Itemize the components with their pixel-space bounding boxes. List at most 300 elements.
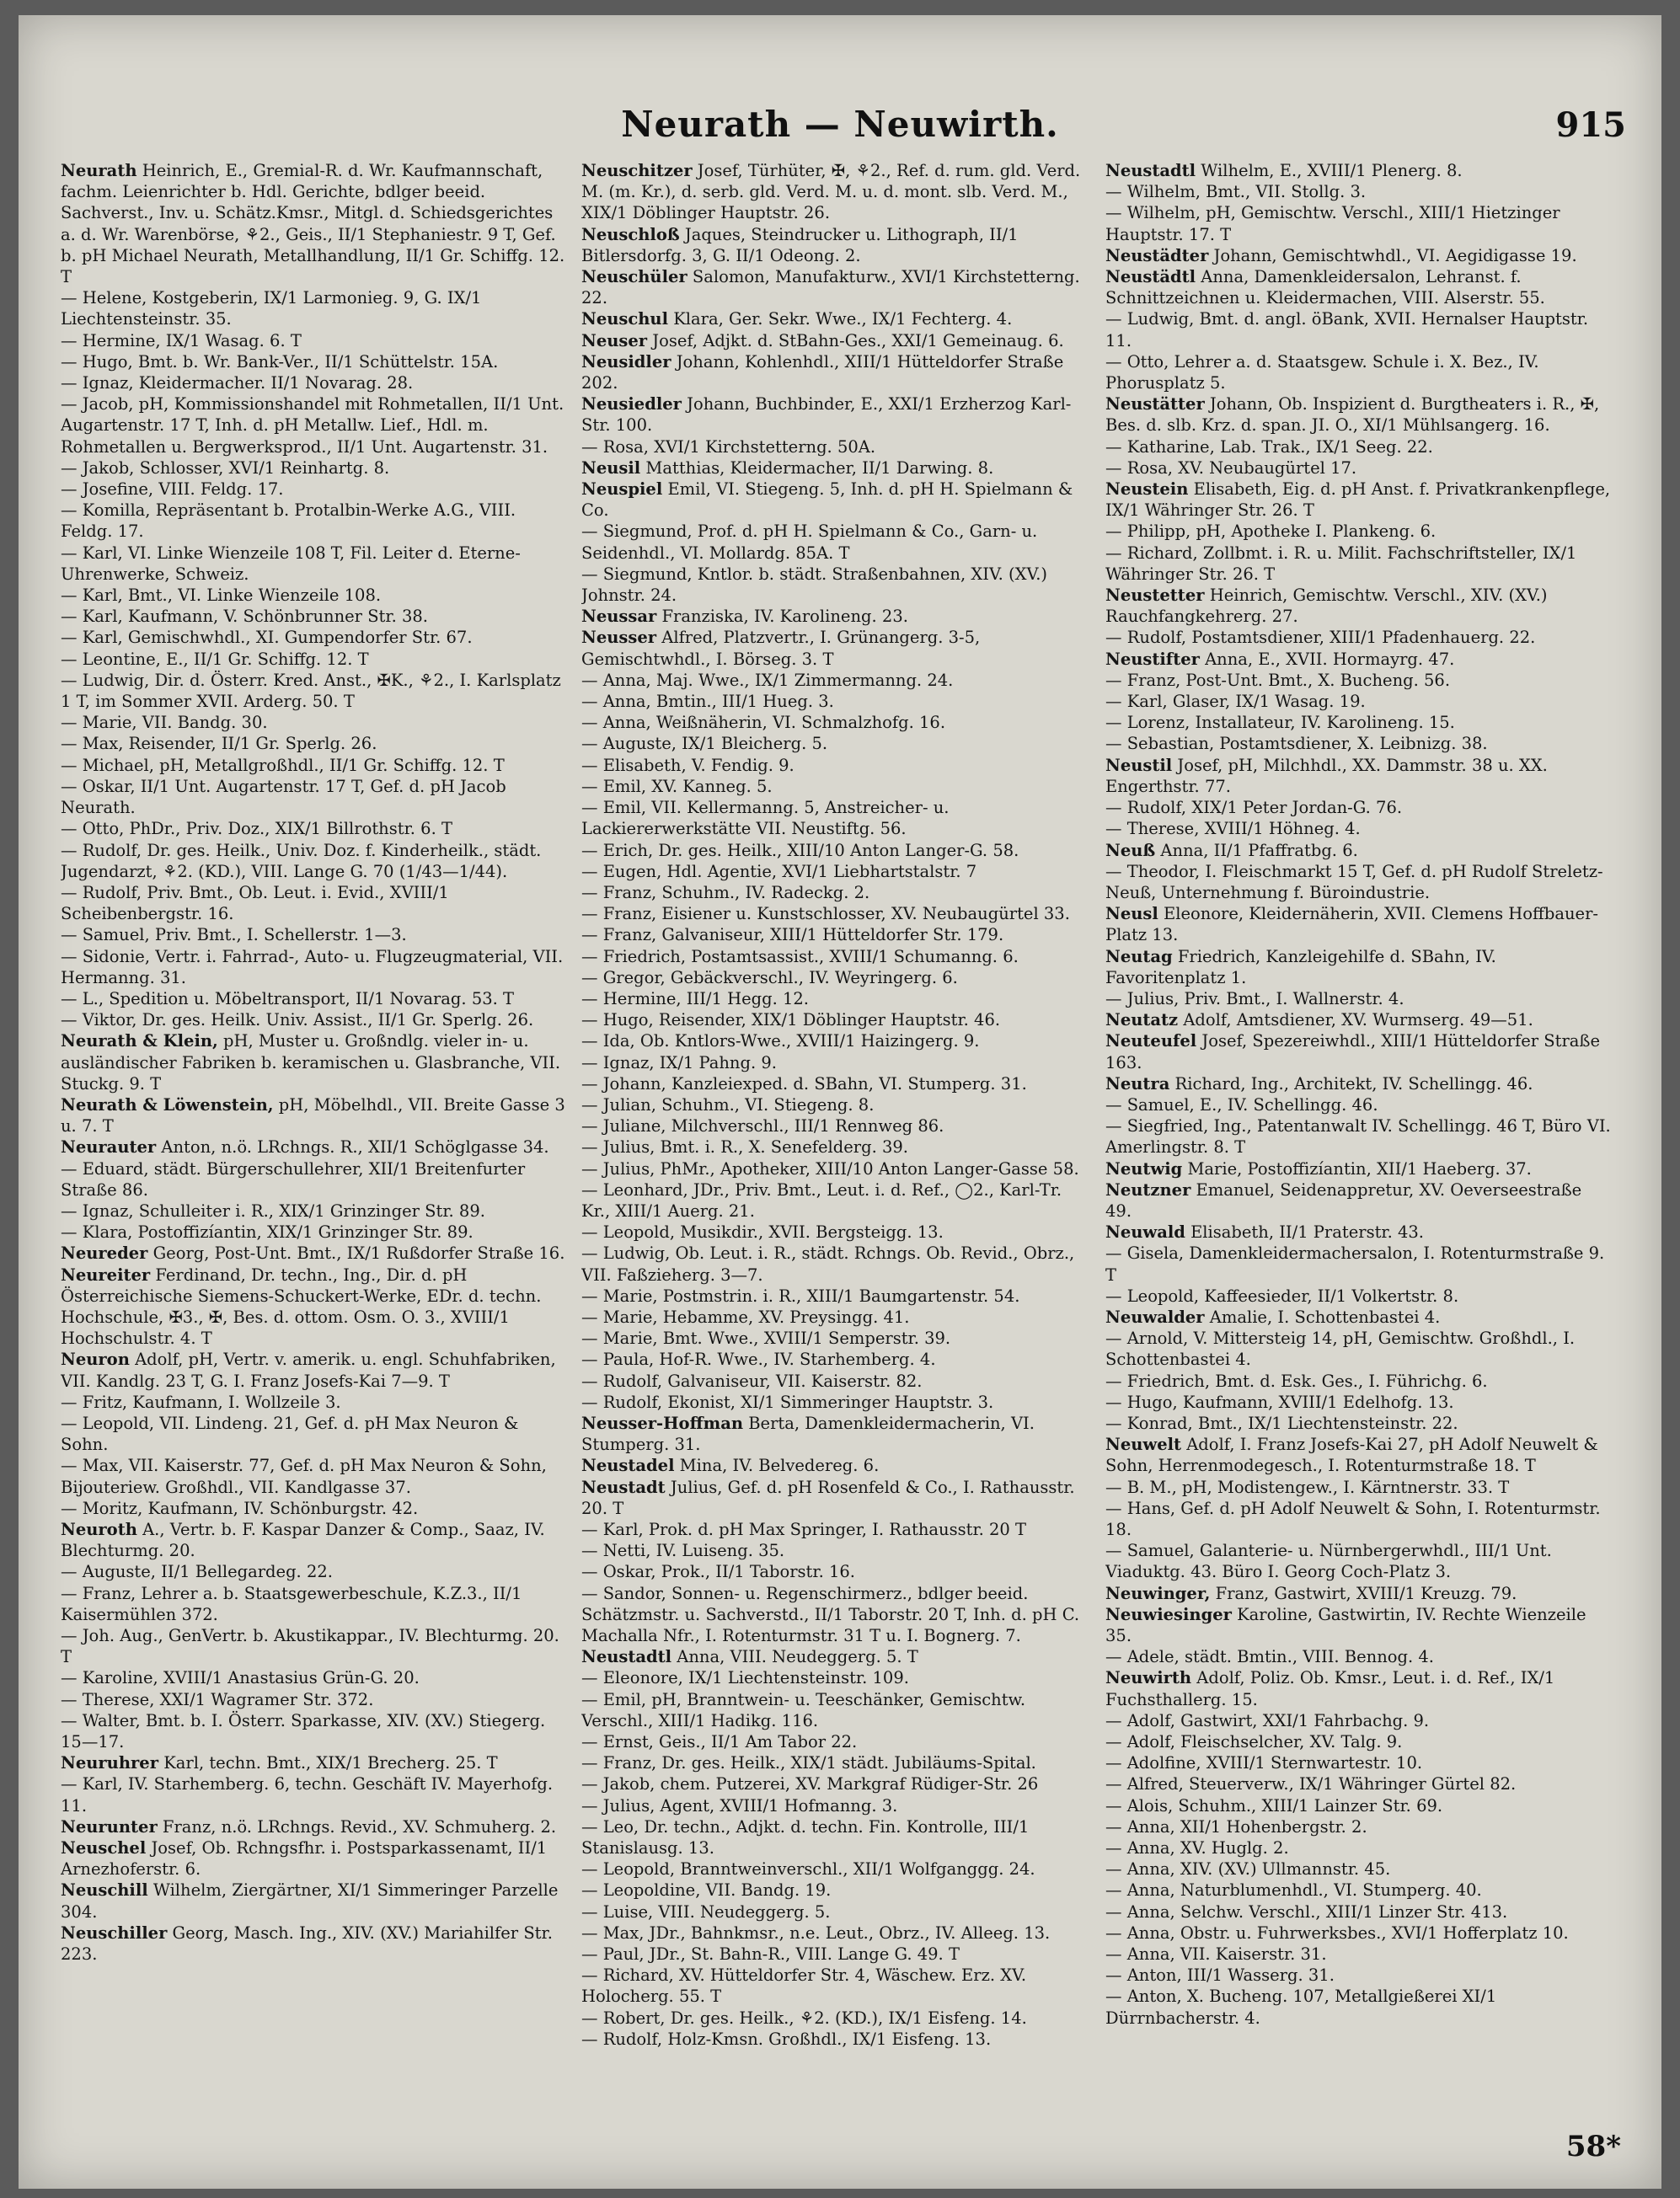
entry-surname: Neuwirth [1105,1668,1192,1688]
directory-entry [61,1094,566,1136]
entry-text: — Samuel, E., IV. Schellingg. 46. [1105,1094,1378,1115]
entry-text: — Helene, Kostgeberin, IX/1 Larmonieg. 9, G. IX/1 Liechtensteinstr. 35. [61,288,482,329]
directory-entry [1105,160,1611,181]
entry-surname: Neustein [1105,479,1189,500]
entry-text: Josef, Türhüter, ✠, ⚘2., Ref. d. rum. gld. Verd. M. (m. Kr.), d. serb. gld. Verd. M. u. d. mont. slb. Verd. M., XIX/1 Döblinger Hauptstr. 26. [581,161,1081,223]
directory-entry [1105,393,1611,436]
entry-surname: Neustil [1105,755,1173,775]
entry-surname: Neuwelt [1105,1435,1182,1455]
entry-text: — Leonhard, JDr., Priv. Bmt., Leut. i. d. Ref., ◯2., Karl-Tr. Kr., XIII/1 Auerg. 21. [581,1179,1062,1221]
directory-entry [581,457,1087,479]
directory-entry [61,585,566,606]
entry-surname: Neuschüler [581,267,688,287]
directory-entry [1105,585,1611,627]
directory-entry [61,1222,566,1243]
entry-text: — Auguste, IX/1 Bleicherg. 5. [581,734,828,754]
directory-entry [61,1498,566,1519]
entry-text: pH, Möbelhdl., VII. Breite Gasse 3 u. 7. T [61,1094,565,1136]
entry-text: — Anton, X. Bucheng. 107, Metallgießerei XI/1 Dürrnbacherstr. 4. [1105,1987,1497,2028]
directory-entry [1105,649,1611,670]
entry-text: Elisabeth, II/1 Praterstr. 43. [1185,1222,1425,1243]
entry-text: — Karl, Bmt., VI. Linke Wienzeile 108. [61,586,382,606]
directory-entry [1105,627,1611,648]
directory-entry [581,351,1087,393]
entry-text: — Juliane, Milchverschl., III/1 Rennweg 86. [581,1116,944,1136]
entry-text: — Franz, Schuhm., IV. Radeckg. 2. [581,882,870,902]
entry-surname: Neutatz [1105,1010,1179,1030]
entry-text: — Hans, Gef. d. pH Adolf Neuwelt & Sohn, I. Rotenturmstr. 18. [1105,1498,1601,1539]
entry-text: — Karl, VI. Linke Wienzeile 108 T, Fil. Leiter d. Eterne-Uhrenwerke, Schweiz. [61,543,521,584]
entry-text: — Karl, Kaufmann, V. Schönbrunner Str. 38. [61,607,428,627]
entry-text: — Ludwig, Dir. d. Österr. Kred. Anst., ✠K., ⚘2., I. Karlsplatz 1 T, im Sommer XVII. Arderg. 50. T [61,670,561,712]
entry-text: — Rosa, XV. Neubaugürtel 17. [1105,457,1357,478]
directory-entry [61,1136,566,1158]
entry-text: — Jacob, pH, Kommissionshandel mit Rohmetallen, II/1 Unt. Augartenstr. 17 T, Inh. d. pH Metallw. Lief., Hdl. m. Rohmetallen u. Bergwerksprod., II/1 Unt. Augartenstr. 31. [61,394,564,457]
entry-text: Anna, II/1 Pfaffratbg. 6. [1155,840,1358,860]
directory-entry [581,1094,1087,1115]
entry-text: — Adele, städt. Bmtin., VIII. Bennog. 4. [1105,1647,1435,1667]
entry-text: — Hermine, IX/1 Wasag. 6. T [61,330,302,350]
directory-entry [61,351,566,372]
directory-entry [1105,1158,1611,1179]
entry-surname: Neusidler [581,351,671,372]
directory-entry [1105,1795,1611,1816]
directory-entry [61,287,566,329]
directory-entry [61,606,566,627]
entry-surname: Neureiter [61,1265,151,1285]
entry-text: Alfred, Platzvertr., I. Grünangerg. 3-5, Gemischtwhdl., I. Börseg. 3. T [581,628,981,669]
directory-entry [61,1667,566,1688]
directory-entry [581,160,1087,224]
entry-text: — Eugen, Hdl. Agentie, XVI/1 Liebhartstalstr. 7 [581,861,977,881]
directory-entry [581,946,1087,967]
entry-text: — Ignaz, Schulleiter i. R., XIX/1 Grinzinger Str. 89. [61,1201,485,1221]
entry-text: — Hugo, Bmt. b. Wr. Bank-Ver., II/1 Schüttelstr. 15A. [61,351,499,372]
directory-entry [61,500,566,542]
entry-text: — Wilhelm, pH, Gemischtw. Verschl., XIII/1 Hietzinger Hauptstr. 17. T [1105,203,1560,244]
directory-entry [1105,1752,1611,1773]
entry-text: — Moritz, Kaufmann, IV. Schönburgstr. 42. [61,1498,419,1518]
entry-text: — Walter, Bmt. b. I. Österr. Sparkasse, XIV. (XV.) Stiegerg. 15—17. [61,1710,546,1752]
entry-text: — Adolfine, XVIII/1 Sternwartestr. 10. [1105,1753,1423,1773]
entry-surname: Neuwald [1105,1222,1185,1243]
entry-text: Ferdinand, Dr. techn., Ing., Dir. d. pH Österreichische Siemens-Schuckert-Werke, EDr. d. techn. Hochschule, ✠3., ✠, Bes. d. ottom. Osm. O. 3., XVIII/1 Hochschulstr. 4. T [61,1265,542,1349]
entry-text: — Julius, Agent, XVIII/1 Hofmanng. 3. [581,1795,898,1816]
entry-text: — Fritz, Kaufmann, I. Wollzeile 3. [61,1392,341,1412]
entry-text: — Rudolf, Dr. ges. Heilk., Univ. Doz. f. Kinderheilk., städt. Jugendarzt, ⚘2. (KD.), VIII. Lange G. 70 (1/43—1/44). [61,840,542,881]
directory-entry [61,1009,566,1030]
entry-text: — Karoline, XVIII/1 Anastasius Grün-G. 20. [61,1668,420,1688]
directory-entry [1105,691,1611,712]
entry-surname: Neusiedler [581,394,682,414]
entry-text: — Oskar, II/1 Unt. Augartenstr. 17 T, Gef. d. pH Jacob Neurath. [61,776,506,818]
entry-text: — Julian, Schuhm., VI. Stiegeng. 8. [581,1094,875,1115]
directory-entry [581,861,1087,882]
directory-entry [581,1392,1087,1413]
entry-text: — Leopold, Branntweinverschl., XII/1 Wolfganggg. 24. [581,1859,1035,1880]
entry-text: — Ida, Ob. Kntlors-Wwe., XVIII/1 Haizingerg. 9. [581,1031,980,1051]
directory-entry [61,1752,566,1773]
entry-text: — Lorenz, Installateur, IV. Karolineng. 15. [1105,713,1455,733]
directory-entry [1105,1030,1611,1072]
entry-text: — Richard, XV. Hütteldorfer Str. 4, Wäschew. Erz. XV. Holocherg. 55. T [581,1965,1027,2007]
directory-entry [61,733,566,754]
entry-text: — Anna, Bmtin., III/1 Hueg. 3. [581,692,834,712]
entry-text: Georg, Masch. Ing., XIV. (XV.) Mariahilfer Str. 223. [61,1923,553,1965]
directory-entry [581,1795,1087,1816]
directory-entry [61,712,566,733]
directory-entry [581,1179,1087,1222]
entry-text: — Anna, Selchw. Verschl., XIII/1 Linzer Str. 413. [1105,1901,1508,1922]
entry-text: — Gisela, Damenkleidermachersalon, I. Rotenturmstraße 9. T [1105,1243,1605,1285]
entry-text: — Jakob, Schlosser, XVI/1 Reinhartg. 8. [61,457,390,478]
entry-text: — Jakob, chem. Putzerei, XV. Markgraf Rüdiger-Str. 26 [581,1774,1039,1794]
directory-entry [581,2029,1087,2050]
directory-entry [1105,1944,1611,1965]
entry-surname: Neustifter [1105,649,1200,669]
entry-text: — Rudolf, Galvaniseur, VII. Kaiserstr. 82. [581,1371,923,1391]
entry-text: Adolf, I. Franz Josefs-Kai 27, pH Adolf Neuwelt & Sohn, Herrenmodegesch., I. Rotenturmstraße 18. T [1105,1435,1598,1476]
directory-entry [581,712,1087,733]
entry-text: — Ignaz, Kleidermacher. II/1 Novarag. 28. [61,373,414,393]
entry-text: Matthias, Kleidermacher, II/1 Darwing. 8. [640,457,994,478]
directory-entry [581,1880,1087,1901]
directory-entry [581,1115,1087,1136]
entry-surname: Neusser [581,628,657,648]
entry-text: — Julius, Bmt. i. R., X. Senefelderg. 39. [581,1137,908,1158]
entry-text: — Marie, Bmt. Wwe., XVIII/1 Semperstr. 39. [581,1329,951,1349]
directory-entry [61,1265,566,1350]
entry-text: Adolf, pH, Vertr. v. amerik. u. engl. Schuhfabriken, VII. Kandlg. 23 T, G. I. Franz Josefs-Kai 7—9. T [61,1350,556,1391]
directory-entry [61,1243,566,1264]
directory-entry [581,606,1087,627]
entry-text: — Ernst, Geis., II/1 Am Tabor 22. [581,1732,858,1752]
entry-surname: Neuschiller [61,1923,168,1943]
entry-text: — Hermine, III/1 Hegg. 12. [581,988,809,1008]
entry-surname: Neustadtl [581,1647,672,1667]
entry-text: — Rudolf, Holz-Kmsn. Großhdl., IX/1 Eisfeng. 13. [581,2029,992,2049]
entry-text: Josef, Adjkt. d. StBahn-Ges., XXI/1 Gemeinaug. 6. [647,330,1064,350]
entry-text: — Friedrich, Postamtsassist., XVIII/1 Schumanng. 6. [581,946,1019,966]
entry-surname: Neustadt [581,1477,666,1497]
entry-text: — Komilla, Repräsentant b. Protalbin-Werke A.G., VIII. Feldg. 17. [61,500,516,542]
directory-entry [581,1646,1087,1667]
entry-text: Emil, VI. Stiegeng. 5, Inh. d. pH H. Spielmann & Co. [581,479,1073,521]
entry-surname: Neustadel [581,1456,675,1476]
directory-entry [1105,1328,1611,1370]
directory-entry [581,1731,1087,1752]
entry-text: Emanuel, Seidenappretur, XV. Oeverseestraße 49. [1105,1179,1582,1221]
entry-text: — Anna, XII/1 Hohenbergstr. 2. [1105,1816,1367,1837]
entry-text: Franziska, IV. Karolineng. 23. [656,607,908,627]
directory-entry [581,1052,1087,1073]
entry-text: — Katharine, Lab. Trak., IX/1 Seeg. 22. [1105,436,1433,457]
entry-surname: Neustetter [1105,586,1205,606]
directory-entry [581,436,1087,457]
directory-entry [1105,1773,1611,1794]
directory-entry [1105,1222,1611,1243]
entry-text: — Max, VII. Kaiserstr. 77, Gef. d. pH Max Neuron & Sohn, Bijouteriew. Großhdl., VII. Kandlgasse 37. [61,1456,547,1497]
directory-entry [1105,1243,1611,1285]
entry-text: — Paula, Hof-R. Wwe., IV. Starhemberg. 4. [581,1350,936,1370]
directory-entry [1105,670,1611,691]
directory-entry [61,457,566,479]
entry-text: — Michael, pH, Metallgroßhdl., II/1 Gr. Schiffg. 12. T [61,755,505,775]
entry-text: — Anna, Obstr. u. Fuhrwerksbes., XVI/1 Hofferplatz 10. [1105,1923,1569,1943]
entry-surname: Neuwinger, [1105,1583,1211,1603]
directory-entry [581,1667,1087,1688]
entry-surname: Neureder [61,1243,148,1264]
directory-entry [581,1286,1087,1307]
entry-text: Franz, n.ö. LRchngs. Revid., XV. Schmuherg. 2. [157,1816,557,1837]
entry-text: — Joh. Aug., GenVertr. b. Akustikappar., IV. Blechturmg. 20. T [61,1626,559,1667]
entry-text: — Anna, XV. Huglg. 2. [1105,1838,1289,1858]
directory-entry [61,1689,566,1710]
directory-entry [1105,1710,1611,1731]
directory-entry [1105,1837,1611,1858]
directory-entry [61,649,566,670]
entry-text: — Franz, Galvaniseur, XIII/1 Hütteldorfer Str. 179. [581,925,1004,945]
entry-text: — B. M., pH, Modistengew., I. Kärntnerstr. 33. T [1105,1477,1510,1497]
directory-entry [1105,436,1611,457]
entry-text: — Samuel, Priv. Bmt., I. Schellerstr. 1—3. [61,925,407,945]
entry-text: — Sidonie, Vertr. i. Fahrrad-, Auto- u. Flugzeugmaterial, VII. Hermanng. 31. [61,946,564,987]
directory-entry [1105,1816,1611,1837]
directory-entry [581,1009,1087,1030]
entry-text: — Rudolf, XIX/1 Peter Jordan-G. 76. [1105,798,1403,818]
entry-text: — Josefine, VIII. Feldg. 17. [61,479,284,500]
directory-entry [1105,521,1611,542]
directory-entry [61,818,566,839]
entry-text: — Robert, Dr. ges. Heilk., ⚘2. (KD.), IX/1 Eisfeng. 14. [581,2008,1027,2028]
directory-entry [581,1455,1087,1476]
directory-entry [61,1413,566,1455]
directory-entry [1105,1923,1611,1944]
directory-entry [581,224,1087,266]
entry-text: — Siegfried, Ing., Patentanwalt IV. Schellingg. 46 T, Büro VI. Amerlingstr. 8. T [1105,1116,1611,1158]
entry-surname: Neusil [581,457,641,478]
directory-entry [61,670,566,712]
directory-entry [581,1477,1087,1519]
directory-entry [581,1561,1087,1582]
entry-text: Josef, pH, Milchhdl., XX. Dammstr. 38 u. XX. Engerthstr. 77. [1105,755,1548,796]
entry-text: — Karl, Gemischwhdl., XI. Gumpendorfer Str. 67. [61,628,473,648]
entry-text: Mina, IV. Belvedereg. 6. [674,1456,880,1476]
entry-surname: Neusl [1105,904,1158,924]
entry-text: Adolf, Poliz. Ob. Kmsr., Leut. i. d. Ref., IX/1 Fuchsthallerg. 15. [1105,1668,1555,1709]
entry-text: — Anna, XIV. (XV.) Ullmannstr. 45. [1105,1859,1391,1880]
entry-surname: Neusser-Hoffman [581,1413,744,1433]
directory-entry [1105,755,1611,797]
directory-entry [1105,1858,1611,1880]
entry-text: Anna, Damenkleidersalon, Lehranst. f. Schnittzeichnen u. Kleidermachen, VIII. Alserstr. 55. [1105,267,1545,308]
directory-entry [581,1222,1087,1243]
entry-surname: Neurath & Klein, [61,1031,218,1051]
directory-entry [1105,1307,1611,1328]
entry-text: Johann, Buchbinder, E., XXI/1 Erzherzog Karl-Str. 100. [581,394,1072,436]
directory-entry [1105,1009,1611,1030]
entry-text: Elisabeth, Eig. d. pH Anst. f. Privatkrankenpflege, IX/1 Währinger Str. 26. T [1105,479,1611,521]
entry-text: — Friedrich, Bmt. d. Esk. Ges., I. Führichg. 6. [1105,1371,1488,1391]
entry-surname: Neuschill [61,1880,148,1901]
directory-page [19,15,1661,2189]
entry-text: — Franz, Post-Unt. Bmt., X. Bucheng. 56. [1105,670,1451,690]
directory-entry [581,1901,1087,1923]
entry-text: — L., Spedition u. Möbeltransport, II/1 Novarag. 53. T [61,988,515,1008]
entry-text: Jaques, Steindrucker u. Lithograph, II/1 Bitlersdorfg. 3, G. II/1 Odeong. 2. [581,224,1019,265]
entry-text: Josef, Spezereiwhdl., XIII/1 Hütteldorfer Straße 163. [1105,1031,1600,1072]
directory-entry [581,840,1087,861]
entry-surname: Neutwig [1105,1158,1183,1179]
entry-text: Amalie, I. Schottenbastei 4. [1204,1307,1441,1327]
entry-surname: Neuruhrer [61,1753,158,1773]
directory-entry [581,733,1087,754]
directory-entry [581,479,1087,521]
entry-text: — Emil, VII. Kellermanng. 5, Anstreicher- u. Lackiererwerkstätte VII. Neustiftg. 56. [581,798,950,839]
entry-text: — Leo, Dr. techn., Adjkt. d. techn. Fin. Kontrolle, III/1 Stanislausg. 13. [581,1816,1030,1858]
entry-text: — Ludwig, Ob. Leut. i. R., städt. Rchngs. Ob. Revid., Obrz., VII. Faßzieherg. 3—7. [581,1243,1075,1285]
entry-text: — Netti, IV. Luiseng. 35. [581,1541,785,1561]
entry-text: — Anna, Naturblumenhdl., VI. Stumperg. 40. [1105,1880,1482,1901]
entry-surname: Neuteufel [1105,1031,1197,1051]
directory-entry [61,1519,566,1561]
directory-entry [581,564,1087,606]
directory-entry [61,1455,566,1497]
entry-surname: Neustadtl [1105,161,1196,180]
entry-text: — Otto, Lehrer a. d. Staatsgew. Schule i. X. Bez., IV. Phorusplatz 5. [1105,351,1539,393]
entry-surname: Neuschitzer [581,161,693,180]
directory-entry [581,776,1087,797]
directory-entry [1105,457,1611,479]
directory-entry [61,755,566,776]
directory-entry [61,988,566,1009]
directory-entry [1105,1646,1611,1667]
directory-entry [581,1583,1087,1647]
directory-entry [1105,1667,1611,1709]
directory-entry [1105,1604,1611,1646]
entry-text: — Franz, Dr. ges. Heilk., XIX/1 städt. Jubiläums-Spital. [581,1753,1036,1773]
directory-entry [581,1689,1087,1731]
entry-text: Anna, E., XVII. Hormayrg. 47. [1199,649,1455,669]
entry-surname: Neuwiesinger [1105,1604,1232,1624]
entry-text: — Sandor, Sonnen- u. Regenschirmerz., bdlger beeid. Schätzmstr. u. Sachverstd., II/1 Taborstr. 20 T, Inh. d. pH C. Machalla Nfr., I. Rotenturmstr. 31 T u. I. Bognerg. 7. [581,1583,1080,1646]
directory-entry [1105,797,1611,818]
entry-text: Richard, Ing., Architekt, IV. Schellingg. 46. [1169,1073,1533,1094]
entry-surname: Neustädtl [1105,267,1196,287]
directory-entry [61,543,566,585]
directory-entry [1105,1115,1611,1158]
entry-text: — Otto, PhDr., Priv. Doz., XIX/1 Billrothstr. 6. T [61,819,452,839]
directory-entry [581,1307,1087,1328]
directory-entry [581,882,1087,903]
directory-entry [61,1880,566,1922]
entry-text: Wilhelm, E., XVIII/1 Plenerg. 8. [1196,161,1463,180]
entry-text: Anton, n.ö. LRchngs. R., XII/1 Schöglgasse 34. [156,1137,549,1158]
directory-entry [61,1625,566,1667]
entry-text: Anna, VIII. Neudeggerg. 5. T [671,1647,918,1667]
directory-entry [1105,712,1611,733]
directory-entry [61,1561,566,1582]
directory-entry [61,1201,566,1222]
directory-entry [61,1773,566,1816]
entry-text: — Leontine, E., II/1 Gr. Schiffg. 12. T [61,649,369,669]
entry-text: — Rudolf, Ekonist, XI/1 Simmeringer Hauptstr. 3. [581,1392,994,1412]
entry-surname: Neuspiel [581,479,663,500]
directory-entry [581,627,1087,669]
directory-entry [1105,543,1611,585]
directory-entry [581,1540,1087,1561]
directory-entry [61,946,566,988]
entry-text: Salomon, Manufakturw., XVI/1 Kirchstetterng. 22. [581,267,1080,308]
entry-surname: Neuschul [581,309,669,329]
entry-text: — Emil, pH, Branntwein- u. Teeschänker, Gemischtw. Verschl., XIII/1 Hadikg. 116. [581,1689,1026,1730]
entry-text: — Franz, Eisiener u. Kunstschlosser, XV. Neubaugürtel 33. [581,904,1070,924]
entry-text: — Karl, Prok. d. pH Max Springer, I. Rathausstr. 20 T [581,1520,1027,1539]
directory-entry [61,840,566,882]
directory-entry [61,627,566,648]
entry-surname: Neustädter [1105,245,1209,265]
directory-entry [1105,308,1611,350]
directory-entry [581,1858,1087,1880]
directory-entry [61,1583,566,1625]
directory-entry [1105,903,1611,945]
directory-entry [1105,1392,1611,1413]
column-3 [1105,160,1611,2131]
entry-text: pH, Muster u. Großndlg. vieler in- u. ausländischer Fabriken b. keramischen u. Glasbranche, VII. Stuckg. 9. T [61,1031,561,1094]
entry-text: — Ludwig, Bmt. d. angl. öBank, XVII. Hernalser Hauptstr. 11. [1105,309,1589,350]
entry-text: — Max, JDr., Bahnkmsr., n.e. Leut., Obrz., IV. Alleeg. 13. [581,1923,1051,1943]
entry-text: — Leopold, Musikdir., XVII. Bergsteigg. 13. [581,1222,944,1243]
entry-text: — Alfred, Steuerverw., IX/1 Währinger Gürtel 82. [1105,1774,1517,1794]
entry-text: — Eleonore, IX/1 Liechtensteinstr. 109. [581,1668,909,1688]
directory-entry [581,903,1087,924]
directory-entry [581,1371,1087,1392]
directory-entry [1105,1540,1611,1582]
entry-text: Josef, Ob. Rchngsfhr. i. Postsparkassenamt, II/1 Arnezhoferstr. 6. [61,1838,548,1880]
entry-text: — Eduard, städt. Bürgerschullehrer, XII/1 Breitenfurter Straße 86. [61,1158,526,1200]
directory-entry [581,1752,1087,1773]
directory-entry [61,1816,566,1837]
directory-entry [1105,1583,1611,1604]
directory-entry [1105,266,1611,308]
entry-surname: Neurath [61,161,137,180]
entry-text: — Hugo, Kaufmann, XVIII/1 Edelhofg. 13. [1105,1392,1454,1412]
directory-entry [581,308,1087,329]
directory-entry [1105,245,1611,266]
directory-entry [61,1030,566,1094]
entry-text: — Luise, VIII. Neudeggerg. 5. [581,1901,831,1922]
directory-entry [581,1073,1087,1094]
entry-surname: Neutra [1105,1073,1170,1094]
directory-entry [1105,733,1611,754]
directory-entry [61,1349,566,1391]
page-header [19,104,1661,154]
entry-text: — Julius, PhMr., Apotheker, XIII/10 Anton Langer-Gasse 58. [581,1158,1079,1179]
directory-entry [61,882,566,924]
directory-entry [61,1837,566,1880]
entry-text: — Elisabeth, V. Fendig. 9. [581,755,795,775]
entry-text: — Therese, XVIII/1 Höhneg. 4. [1105,819,1361,839]
directory-entry [581,967,1087,988]
directory-entry [1105,1731,1611,1752]
directory-entry [581,924,1087,945]
directory-entry [1105,1413,1611,1434]
directory-entry [1105,1179,1611,1222]
entry-text: — Rudolf, Postamtsdiener, XIII/1 Pfadenhauerg. 22. [1105,628,1536,648]
directory-entry [581,330,1087,351]
entry-surname: Neurauter [61,1137,157,1158]
entry-text: — Leopold, Kaffeesieder, II/1 Volkertstr. 8. [1105,1286,1459,1306]
